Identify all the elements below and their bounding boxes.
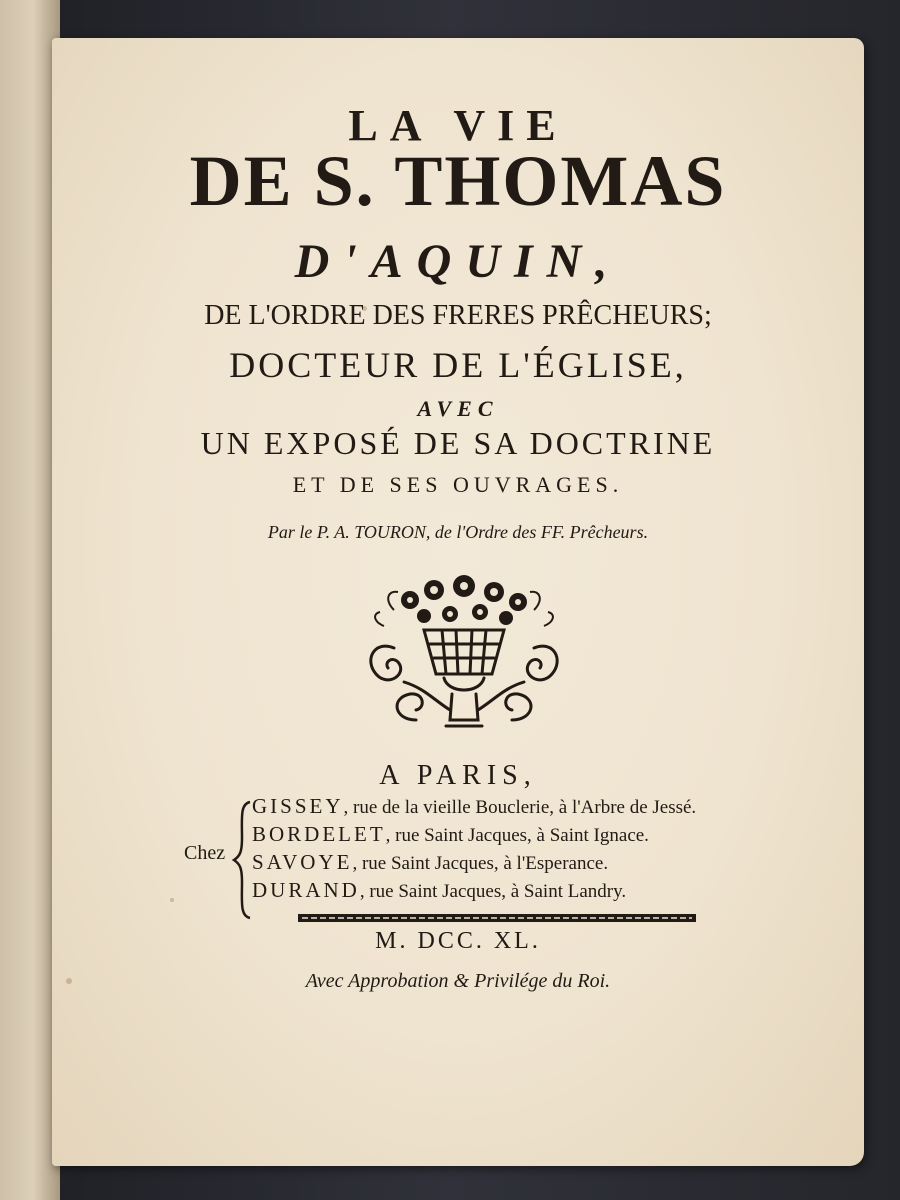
publisher-name: BORDELET bbox=[252, 822, 386, 846]
imprint-city: A PARIS, bbox=[379, 760, 537, 791]
publisher-line bbox=[252, 794, 696, 819]
author-line: Par le P. A. TOURON, de l'Ordre des FF. Prêcheurs. bbox=[267, 522, 649, 542]
title-line-3: D'AQUIN, bbox=[294, 235, 622, 288]
subtitle-line-1: DE L'ORDRE DES FRERES PRÊCHEURS; bbox=[204, 300, 712, 331]
title-page bbox=[52, 38, 864, 1166]
title-line-1: LA VIE bbox=[348, 101, 568, 150]
title-line-2: DE S. THOMAS bbox=[189, 141, 727, 221]
foxing-spot bbox=[170, 898, 174, 902]
publisher-name: SAVOYE bbox=[252, 850, 353, 874]
privilege-line: Avec Approbation & Privilége du Roi. bbox=[305, 970, 611, 992]
subtitle-line-3: UN EXPOSÉ DE SA DOCTRINE bbox=[200, 425, 716, 461]
publisher-line bbox=[252, 878, 626, 903]
publisher-address: , rue Saint Jacques, à l'Esperance. bbox=[352, 853, 609, 874]
publisher-line bbox=[252, 850, 608, 875]
publisher-name: GISSEY bbox=[252, 794, 344, 818]
subtitle-line-2: DOCTEUR DE L'ÉGLISE, bbox=[229, 345, 687, 385]
publisher-address: , rue Saint Jacques, à Saint Ignace. bbox=[385, 825, 649, 846]
imprint-chez: Chez bbox=[184, 842, 226, 864]
flower-basket-ornament-icon bbox=[354, 570, 574, 738]
subtitle-line-4: ET DE SES OUVRAGES. bbox=[292, 472, 624, 497]
decorative-rule-icon bbox=[298, 912, 696, 924]
publisher-name: DURAND bbox=[252, 878, 360, 902]
publisher-line bbox=[252, 822, 649, 847]
left-page-edge bbox=[0, 0, 60, 1200]
imprint-year: M. DCC. XL. bbox=[375, 928, 541, 954]
publisher-address: , rue de la vieille Bouclerie, à l'Arbre de Jessé. bbox=[343, 797, 697, 818]
connector-word: AVEC bbox=[417, 396, 499, 421]
publisher-address: , rue Saint Jacques, à Saint Landry. bbox=[359, 881, 627, 902]
